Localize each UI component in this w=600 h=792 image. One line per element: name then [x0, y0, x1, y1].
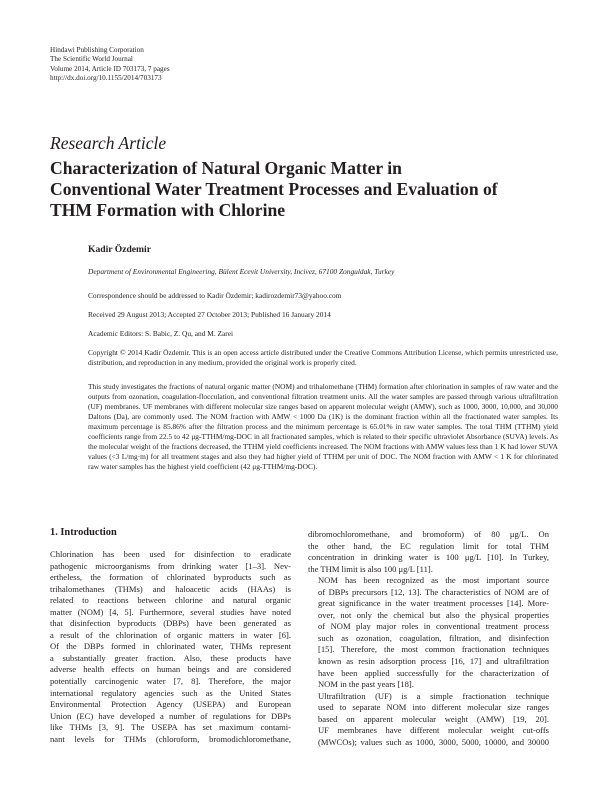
correspondence-note: Correspondence should be addressed to Kadir Özdemir; kadirozdemir73@yahoo.com: [88, 291, 342, 300]
text-line: Union (EC) have developed a number of regulations for DBPs: [50, 710, 291, 721]
publisher-name: Hindawi Publishing Corporation: [50, 46, 144, 54]
text-line: the other hand, the EC regulation limit for total THM: [308, 540, 549, 551]
copyright-notice: Copyright © 2014 Kadir Özdemir. This is an open access article distributed under the Creative Commons Attribution License, which permits unrestricted use, distribution, and reproduction in any medium, provided the original work is properly cited.: [88, 348, 558, 367]
text-line: NOM in the past years [18].: [318, 679, 414, 690]
title-line: THM Formation with Chlorine: [50, 200, 286, 220]
text-line: great significance in the water treatment processes [14]. More-: [318, 598, 549, 609]
journal-header: [50, 46, 170, 84]
text-line: [15]. Therefore, the most common fractionation techniques: [318, 644, 549, 655]
body-paragraph: [308, 575, 549, 690]
text-line: based on apparent molecular weight (AMW) [19, 20].: [318, 713, 549, 724]
text-line: Environmental Protection Agency (USEPA) and European: [50, 699, 291, 710]
text-line: matter (NOM) [4, 5]. Furthermore, several studies have noted: [50, 606, 291, 617]
text-line: over, not only the chemical but also the physical properties: [318, 609, 549, 620]
author-name: Kadir Özdemir: [88, 244, 151, 255]
journal-name: The Scientific World Journal: [50, 55, 133, 64]
text-line: like THMs [3, 9]. The USEPA has set maximum contami-: [50, 722, 291, 733]
text-line: (MWCOs); values such as 1000, 3000, 5000, 10000, and 30000: [318, 736, 549, 747]
abstract: This study investigates the fractions of natural organic matter (NOM) and trihalomethane (THM) formation after chlorination in samples of raw water and the outputs from ozonation, coagulation-flocculation, and conventional filtration treatment units. All the water samples are passed through various ultrafiltration (UF) membranes. UF membranes with different molecular size ranges based on apparent molecular weight (AMW), such as 1000, 3000, 10,000, and 30,000 Daltons (Da), are commonly used. The NOM fraction with AMW < 1000 Da (1K) is the dominant fraction within all the fractionated water samples. Its maximum percentage is 85.86% after the filtration process and the minimum percentage is 65.01% in raw water samples. The total THM (TTHM) yield coefficients range from 22.5 to 42 μg-TTHM/mg-DOC in all fractionated samples, which is related to their specific ultraviolet Absorbance (SUVA) levels. As the molecular weight of the fractions decreased, the TTHM yield coefficients increased. The NOM fractions with AMW values less than 1 K had lower SUVA values (<3 L/mg·m) for all treatment stages and also they had higher yield of TTHM per unit of DOC. The NOM fraction with AMW < 1 K for chlorinated raw water samples has the highest yield coefficient (42 μg-TTHM/mg-DOC).: [88, 382, 558, 471]
intro-left-column: [50, 549, 291, 745]
text-line: potentially carcinogenic water [7, 8]. Therefore, the major: [50, 676, 291, 687]
text-line: Chlorination has been used for disinfection to eradicate: [50, 549, 291, 559]
text-line: international regulatory agencies such as the United States: [50, 687, 291, 698]
text-line: such as ozonation, coagulation, filtration, and disinfection: [318, 632, 549, 643]
body-paragraph: [50, 549, 291, 745]
text-line: that disinfection byproducts (DBPs) have been generated as: [50, 618, 291, 629]
article-title: [50, 158, 550, 221]
text-line: UF membranes have different molecular weight cut-offs: [318, 725, 549, 736]
body-paragraph: [308, 529, 549, 575]
text-line: known as resin adsorption process [16, 17] and ultrafiltration: [318, 656, 549, 667]
author-affiliation: Department of Environmental Engineering, Bülent Ecevit University, Incivez, 67100 Zonguldak, Turkey: [88, 267, 395, 276]
text-line: ertheless, the formation of chlorinated byproducts such as: [50, 572, 291, 583]
body-paragraph: [308, 691, 549, 749]
text-line: Of the DBPs formed in chlorinated water, THMs represent: [50, 641, 291, 652]
title-line: Characterization of Natural Organic Matter in: [50, 158, 402, 178]
academic-editors: Academic Editors: S. Babic, Z. Qu, and M. Zarei: [88, 329, 234, 338]
text-line: Ultrafiltration (UF) is a simple fractionation technique: [318, 690, 549, 701]
intro-right-column: [308, 529, 549, 748]
text-line: adverse health effects on human beings and are considered: [50, 664, 291, 675]
text-line: pathogenic microorganisms from drinking water [1–3]. Nev-: [50, 560, 291, 571]
text-line: trihalomethanes (THMs) and haloacetic acids (HAAs) is: [50, 583, 291, 594]
title-line: Conventional Water Treatment Processes and Evaluation of: [50, 179, 498, 199]
section-heading-introduction: 1. Introduction: [50, 527, 117, 538]
text-line: nant levels for THMs (chloroform, bromodichloromethane,: [50, 733, 291, 744]
text-line: of DBPs precursors [12, 13]. The characteristics of NOM are of: [318, 586, 549, 597]
text-line: have been applied successfully for the characterization of: [318, 667, 549, 678]
text-line: of NOM play major roles in conventional treatment process: [318, 621, 549, 632]
text-line: dibromochloromethane, and bromoform) of 80 μg/L. On: [308, 529, 549, 539]
doi-link[interactable]: http://dx.doi.org/10.1155/2014/703173: [50, 74, 162, 83]
text-line: related to reactions between chlorine and natural organic: [50, 595, 291, 606]
volume-info: Volume 2014, Article ID 703173, 7 pages: [50, 64, 170, 73]
text-line: NOM has been recognized as the most important source: [318, 575, 549, 586]
text-line: the THM limit is also 100 μg/L [11].: [308, 563, 433, 574]
text-line: a substantially greater fraction. Also, these products have: [50, 652, 291, 663]
article-type: Research Article: [50, 133, 167, 153]
text-line: concentration in drinking water is 100 μg/L [10]. In Turkey,: [308, 552, 549, 563]
text-line: a result of the chlorination of organic matters in water [6].: [50, 629, 291, 640]
text-line: used to separate NOM into different molecular size ranges: [318, 702, 549, 713]
publication-dates: Received 29 August 2013; Accepted 27 October 2013; Published 16 January 2014: [88, 310, 331, 319]
